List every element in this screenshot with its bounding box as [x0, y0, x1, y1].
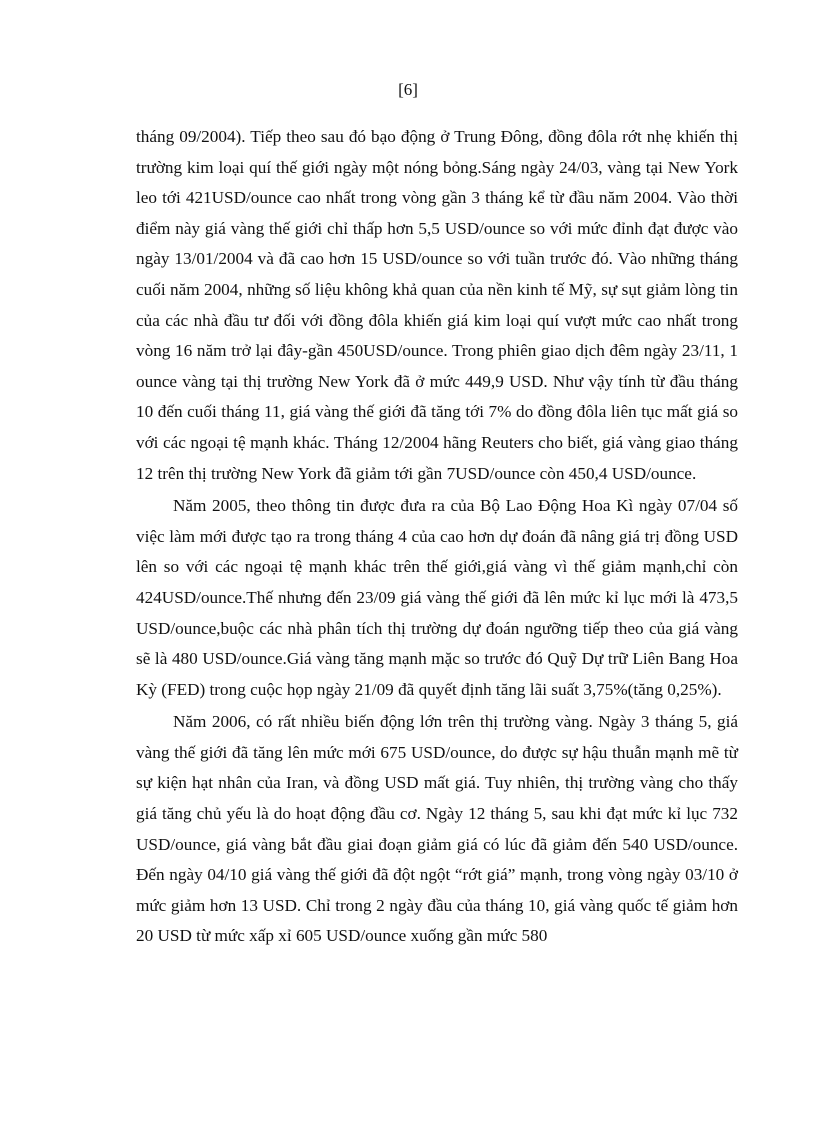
paragraph-2004-continued: tháng 09/2004). Tiếp theo sau đó bạo động ở Trung Đông, đồng đôla rớt nhẹ khiến thị trường kim loại quí thế giới ngày một nóng bỏng.Sáng ngày 24/03, vàng tại New York leo tới 421USD/ounce cao nhất trong vòng gần 3 tháng kể từ đầu năm 2004. Vào thời điểm này giá vàng thế giới chỉ thấp hơn 5,5 USD/ounce so với mức đỉnh đạt được vào ngày 13/01/2004 và đã cao hơn 15 USD/ounce so với tuần trước đó. Vào những tháng cuối năm 2004, những số liệu không khả quan của nền kinh tế Mỹ, sự sụt giảm lòng tin của các nhà đầu tư đối với đồng đôla khiến giá kim loại quí vượt mức cao nhất trong vòng 16 năm trở lại đây-gần 450USD/ounce. Trong phiên giao dịch đêm ngày 23/11, 1 ounce vàng tại thị trường New York đã ở mức 449,9 USD. Như vậy tính từ đầu tháng 10 đến cuối tháng 11, giá vàng thế giới đã tăng tới 7% do đồng đôla liên tục mất giá so với các ngoại tệ mạnh khác. Tháng 12/2004 hãng Reuters cho biết, giá vàng giao tháng 12 trên thị trường New York đã giảm tới gần 7USD/ounce còn 450,4 USD/ounce. [136, 127, 738, 483]
paragraph-2006: Năm 2006, có rất nhiều biến động lớn trên thị trường vàng. Ngày 3 tháng 5, giá vàng thế giới đã tăng lên mức mới 675 USD/ounce, do được sự hậu thuẫn mạnh mẽ từ sự kiện hạt nhân của Iran, và đồng USD mất giá. Tuy nhiên, thị trường vàng cho thấy giá tăng chủ yếu là do hoạt động đầu cơ. Ngày 12 tháng 5, sau khi đạt mức kỉ lục 732 USD/ounce, giá vàng bắt đầu giai đoạn giảm giá có lúc đã giảm đến 540 USD/ounce. Đến ngày 04/10 giá vàng thế giới đã đột ngột “rớt giá” mạnh, trong vòng ngày 03/10 ở mức giảm hơn 13 USD. Chỉ trong 2 ngày đầu của tháng 10, giá vàng quốc tế giảm hơn 20 USD từ mức xấp xỉ 605 USD/ounce xuống gần mức 580 [136, 712, 738, 946]
page-number: [6] [398, 80, 418, 99]
body-text [136, 122, 738, 954]
paragraph-2005: Năm 2005, theo thông tin được đưa ra của Bộ Lao Động Hoa Kì ngày 07/04 số việc làm mới được tạo ra trong tháng 4 của cao hơn dự đoán đã nâng giá trị đồng USD lên so với các ngoại tệ mạnh khác trên thế giới,giá vàng vì thế giảm mạnh,chỉ còn 424USD/ounce.Thế nhưng đến 23/09 giá vàng thế giới đã lên mức kỉ lục mới là 473,5 USD/ounce,buộc các nhà phân tích thị trường dự đoán ngưỡng tiếp theo của giá vàng sẽ là 480 USD/ounce.Giá vàng tăng mạnh mặc so trước đó Quỹ Dự trữ Liên Bang Hoa Kỳ (FED) trong cuộc họp ngày 21/09 đã quyết định tăng lãi suất 3,75%(tăng 0,25%). [136, 496, 738, 699]
